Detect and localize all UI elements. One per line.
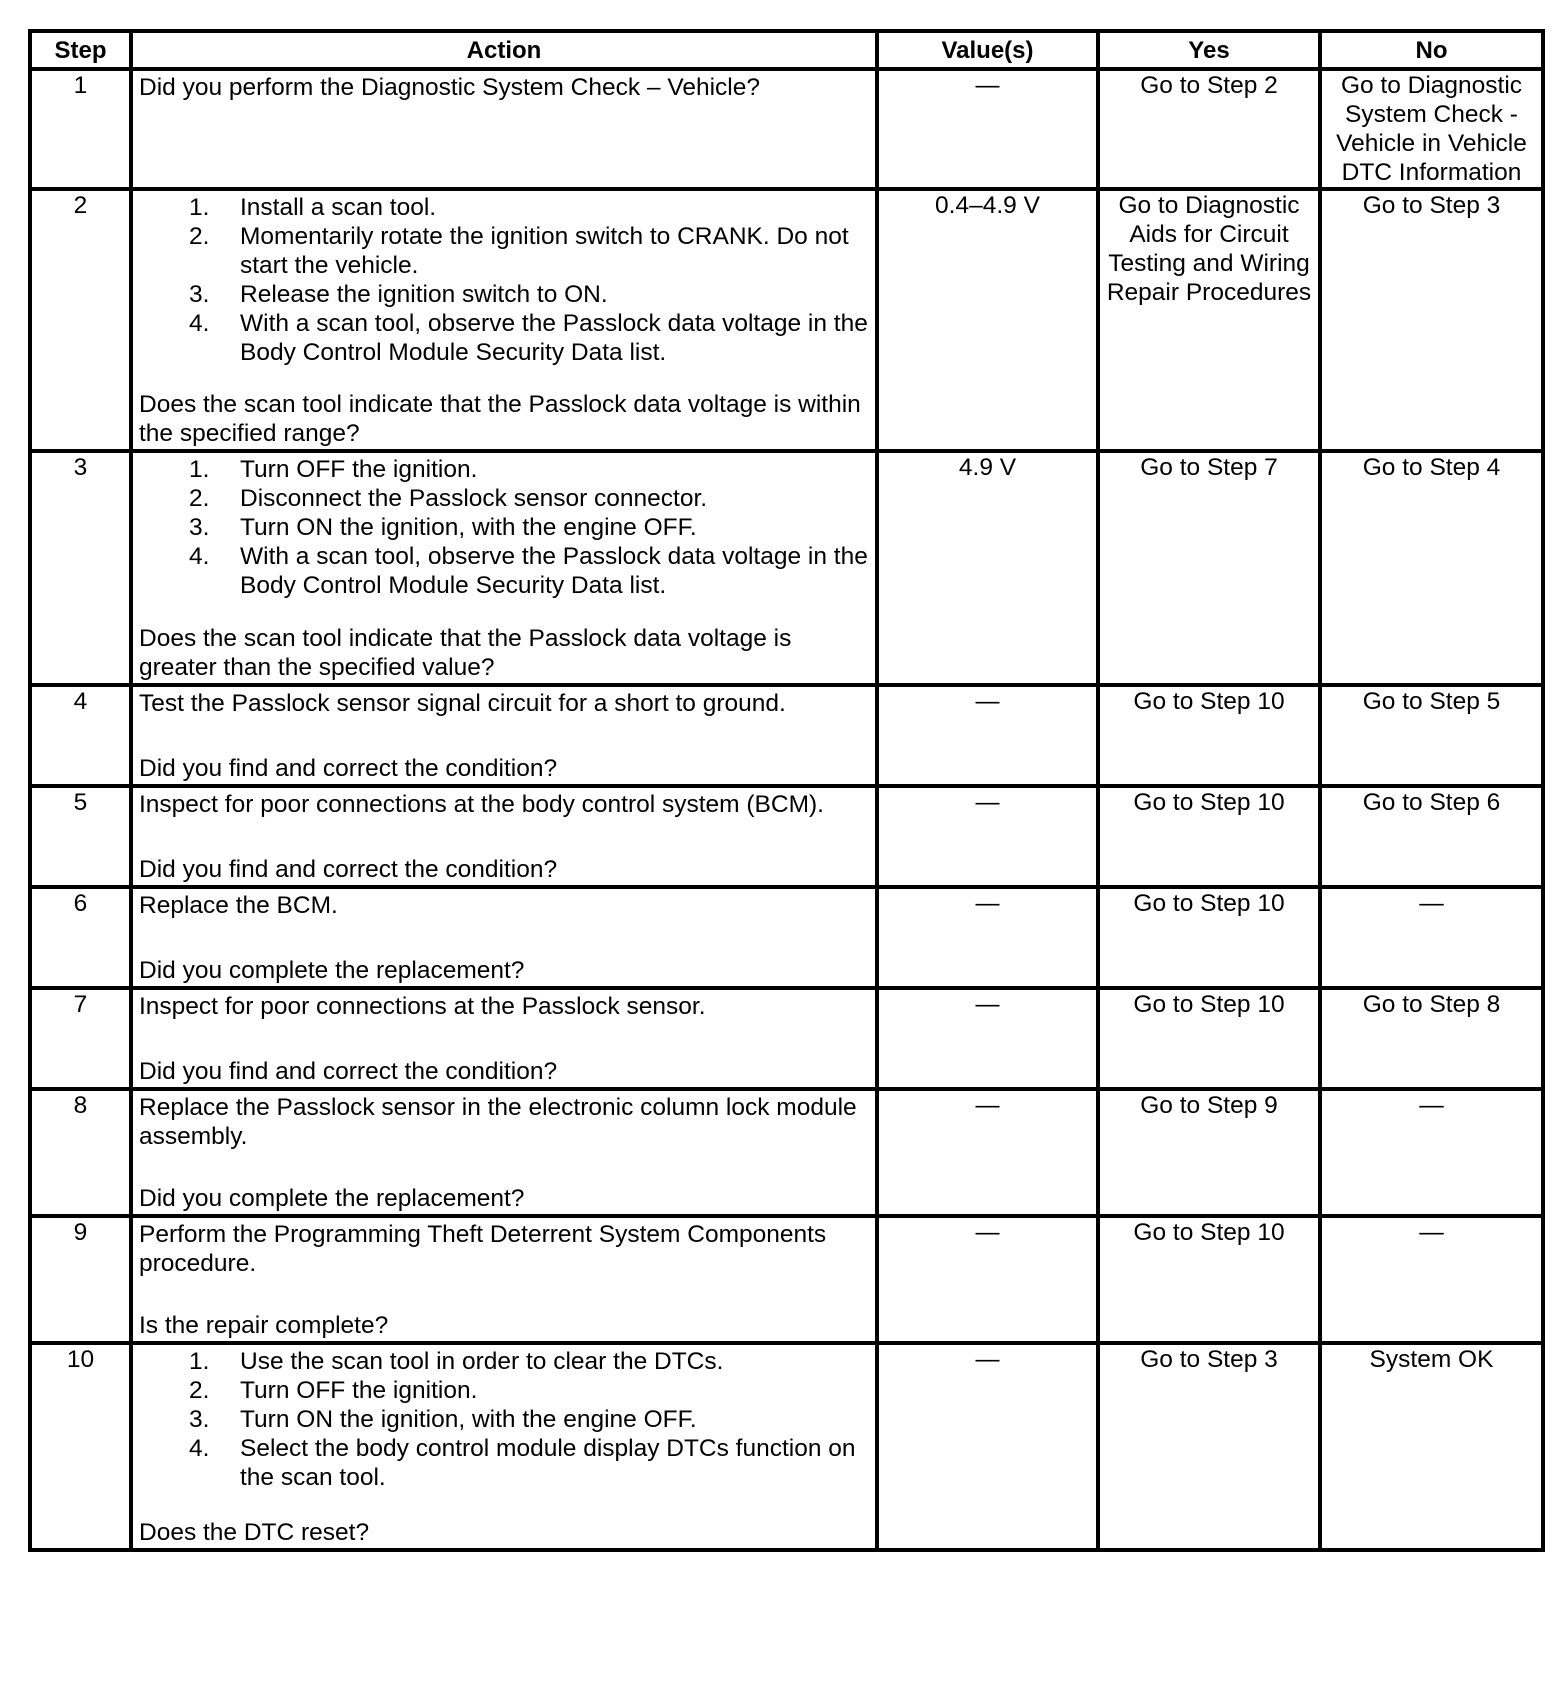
action-question: Does the DTC reset?: [139, 1519, 370, 1546]
action-cell: [131, 1343, 877, 1550]
table-row: [30, 1216, 1543, 1343]
table-row: [30, 1089, 1543, 1216]
action-text: Test the Passlock sensor signal circuit for a short to ground.: [139, 690, 786, 717]
no-cell: Go to Step 5: [1320, 685, 1543, 786]
header-yes: Yes: [1098, 31, 1320, 69]
value-cell: —: [877, 69, 1098, 189]
step-number: 8: [30, 1089, 131, 1216]
step-number: 7: [30, 988, 131, 1089]
yes-cell: Go to Step 3: [1098, 1343, 1320, 1550]
table-row: [30, 451, 1543, 685]
header-action: Action: [131, 31, 877, 69]
yes-cell: Go to Step 9: [1098, 1089, 1320, 1216]
substep-item: 2. Momentarily rotate the ignition switch to CRANK. Do not start the vehicle.: [189, 223, 849, 279]
substep-item: 4. With a scan tool, observe the Passlock data voltage in the Body Control Module Security Data list.: [189, 310, 868, 366]
step-number: 1: [30, 69, 131, 189]
substep-list: [139, 455, 869, 600]
step-number: 2: [30, 189, 131, 451]
substep-item: 3. Release the ignition switch to ON.: [189, 281, 608, 308]
table-row: [30, 786, 1543, 887]
yes-cell: Go to Step 10: [1098, 988, 1320, 1089]
header-step: Step: [30, 31, 131, 69]
action-question: Did you find and correct the condition?: [139, 755, 558, 782]
substep-item: 2. Turn OFF the ignition.: [189, 1377, 478, 1404]
value-cell: 4.9 V: [877, 451, 1098, 685]
yes-cell: Go to Step 2: [1098, 69, 1320, 189]
value-cell: —: [877, 685, 1098, 786]
step-number: 5: [30, 786, 131, 887]
substep-list: [139, 193, 869, 367]
value-cell: —: [877, 988, 1098, 1089]
value-cell: 0.4–4.9 V: [877, 189, 1098, 451]
table-row: [30, 685, 1543, 786]
yes-cell: Go to Step 7: [1098, 451, 1320, 685]
step-number: 9: [30, 1216, 131, 1343]
action-cell: [131, 786, 877, 887]
substep-item: 1. Install a scan tool.: [189, 194, 437, 221]
value-cell: —: [877, 887, 1098, 988]
substep-item: 4. Select the body control module display DTCs function on the scan tool.: [189, 1435, 856, 1491]
action-text: Did you perform the Diagnostic System Check – Vehicle?: [139, 74, 760, 101]
yes-cell: Go to Step 10: [1098, 685, 1320, 786]
action-text: Inspect for poor connections at the body control system (BCM).: [139, 791, 824, 818]
value-cell: —: [877, 1216, 1098, 1343]
substep-list: [139, 1347, 869, 1492]
header-row: [30, 31, 1543, 69]
substep-item: 1. Use the scan tool in order to clear the DTCs.: [189, 1348, 724, 1375]
table-row: [30, 887, 1543, 988]
substep-item: 3. Turn ON the ignition, with the engine OFF.: [189, 514, 697, 541]
action-text: Replace the Passlock sensor in the electronic column lock module assembly.: [139, 1094, 857, 1150]
action-cell: [131, 988, 877, 1089]
action-question: Did you find and correct the condition?: [139, 1058, 558, 1085]
no-cell: Go to Step 3: [1320, 189, 1543, 451]
value-cell: —: [877, 1089, 1098, 1216]
no-cell: —: [1320, 1089, 1543, 1216]
no-cell: System OK: [1320, 1343, 1543, 1550]
no-cell: —: [1320, 1216, 1543, 1343]
action-cell: [131, 69, 877, 189]
substep-item: 2. Disconnect the Passlock sensor connector.: [189, 485, 708, 512]
step-number: 10: [30, 1343, 131, 1550]
action-cell: [131, 887, 877, 988]
yes-cell: Go to Step 10: [1098, 1216, 1320, 1343]
action-question: Does the scan tool indicate that the Passlock data voltage is greater than the specified value?: [139, 625, 792, 681]
header-no: No: [1320, 31, 1543, 69]
no-cell: Go to Step 8: [1320, 988, 1543, 1089]
yes-cell: Go to Step 10: [1098, 786, 1320, 887]
action-text: Inspect for poor connections at the Passlock sensor.: [139, 993, 706, 1020]
action-text: Replace the BCM.: [139, 892, 338, 919]
action-text: Perform the Programming Theft Deterrent System Components procedure.: [139, 1221, 827, 1277]
step-number: 6: [30, 887, 131, 988]
value-cell: —: [877, 786, 1098, 887]
action-cell: [131, 189, 877, 451]
action-question: Did you complete the replacement?: [139, 957, 525, 984]
header-values: Value(s): [877, 31, 1098, 69]
action-cell: [131, 1089, 877, 1216]
yes-cell: Go to Diagnostic Aids for Circuit Testing and Wiring Repair Procedures: [1098, 189, 1320, 451]
substep-item: 1. Turn OFF the ignition.: [189, 456, 478, 483]
action-question: Is the repair complete?: [139, 1312, 389, 1339]
table-row: [30, 69, 1543, 189]
no-cell: —: [1320, 887, 1543, 988]
no-cell: Go to Step 6: [1320, 786, 1543, 887]
action-cell: [131, 685, 877, 786]
action-question: Does the scan tool indicate that the Passlock data voltage is within the specified range?: [139, 391, 861, 447]
action-cell: [131, 451, 877, 685]
table-row: [30, 988, 1543, 1089]
step-number: 4: [30, 685, 131, 786]
table-row: [30, 1343, 1543, 1550]
action-cell: [131, 1216, 877, 1343]
no-cell: Go to Step 4: [1320, 451, 1543, 685]
substep-item: 3. Turn ON the ignition, with the engine OFF.: [189, 1406, 697, 1433]
action-question: Did you find and correct the condition?: [139, 856, 558, 883]
yes-cell: Go to Step 10: [1098, 887, 1320, 988]
step-number: 3: [30, 451, 131, 685]
no-cell: Go to Diagnostic System Check - Vehicle in Vehicle DTC Information: [1320, 69, 1543, 189]
action-question: Did you complete the replacement?: [139, 1185, 525, 1212]
substep-item: 4. With a scan tool, observe the Passlock data voltage in the Body Control Module Security Data list.: [189, 543, 868, 599]
diagnostic-table: [28, 29, 1545, 1552]
table-row: [30, 189, 1543, 451]
value-cell: —: [877, 1343, 1098, 1550]
